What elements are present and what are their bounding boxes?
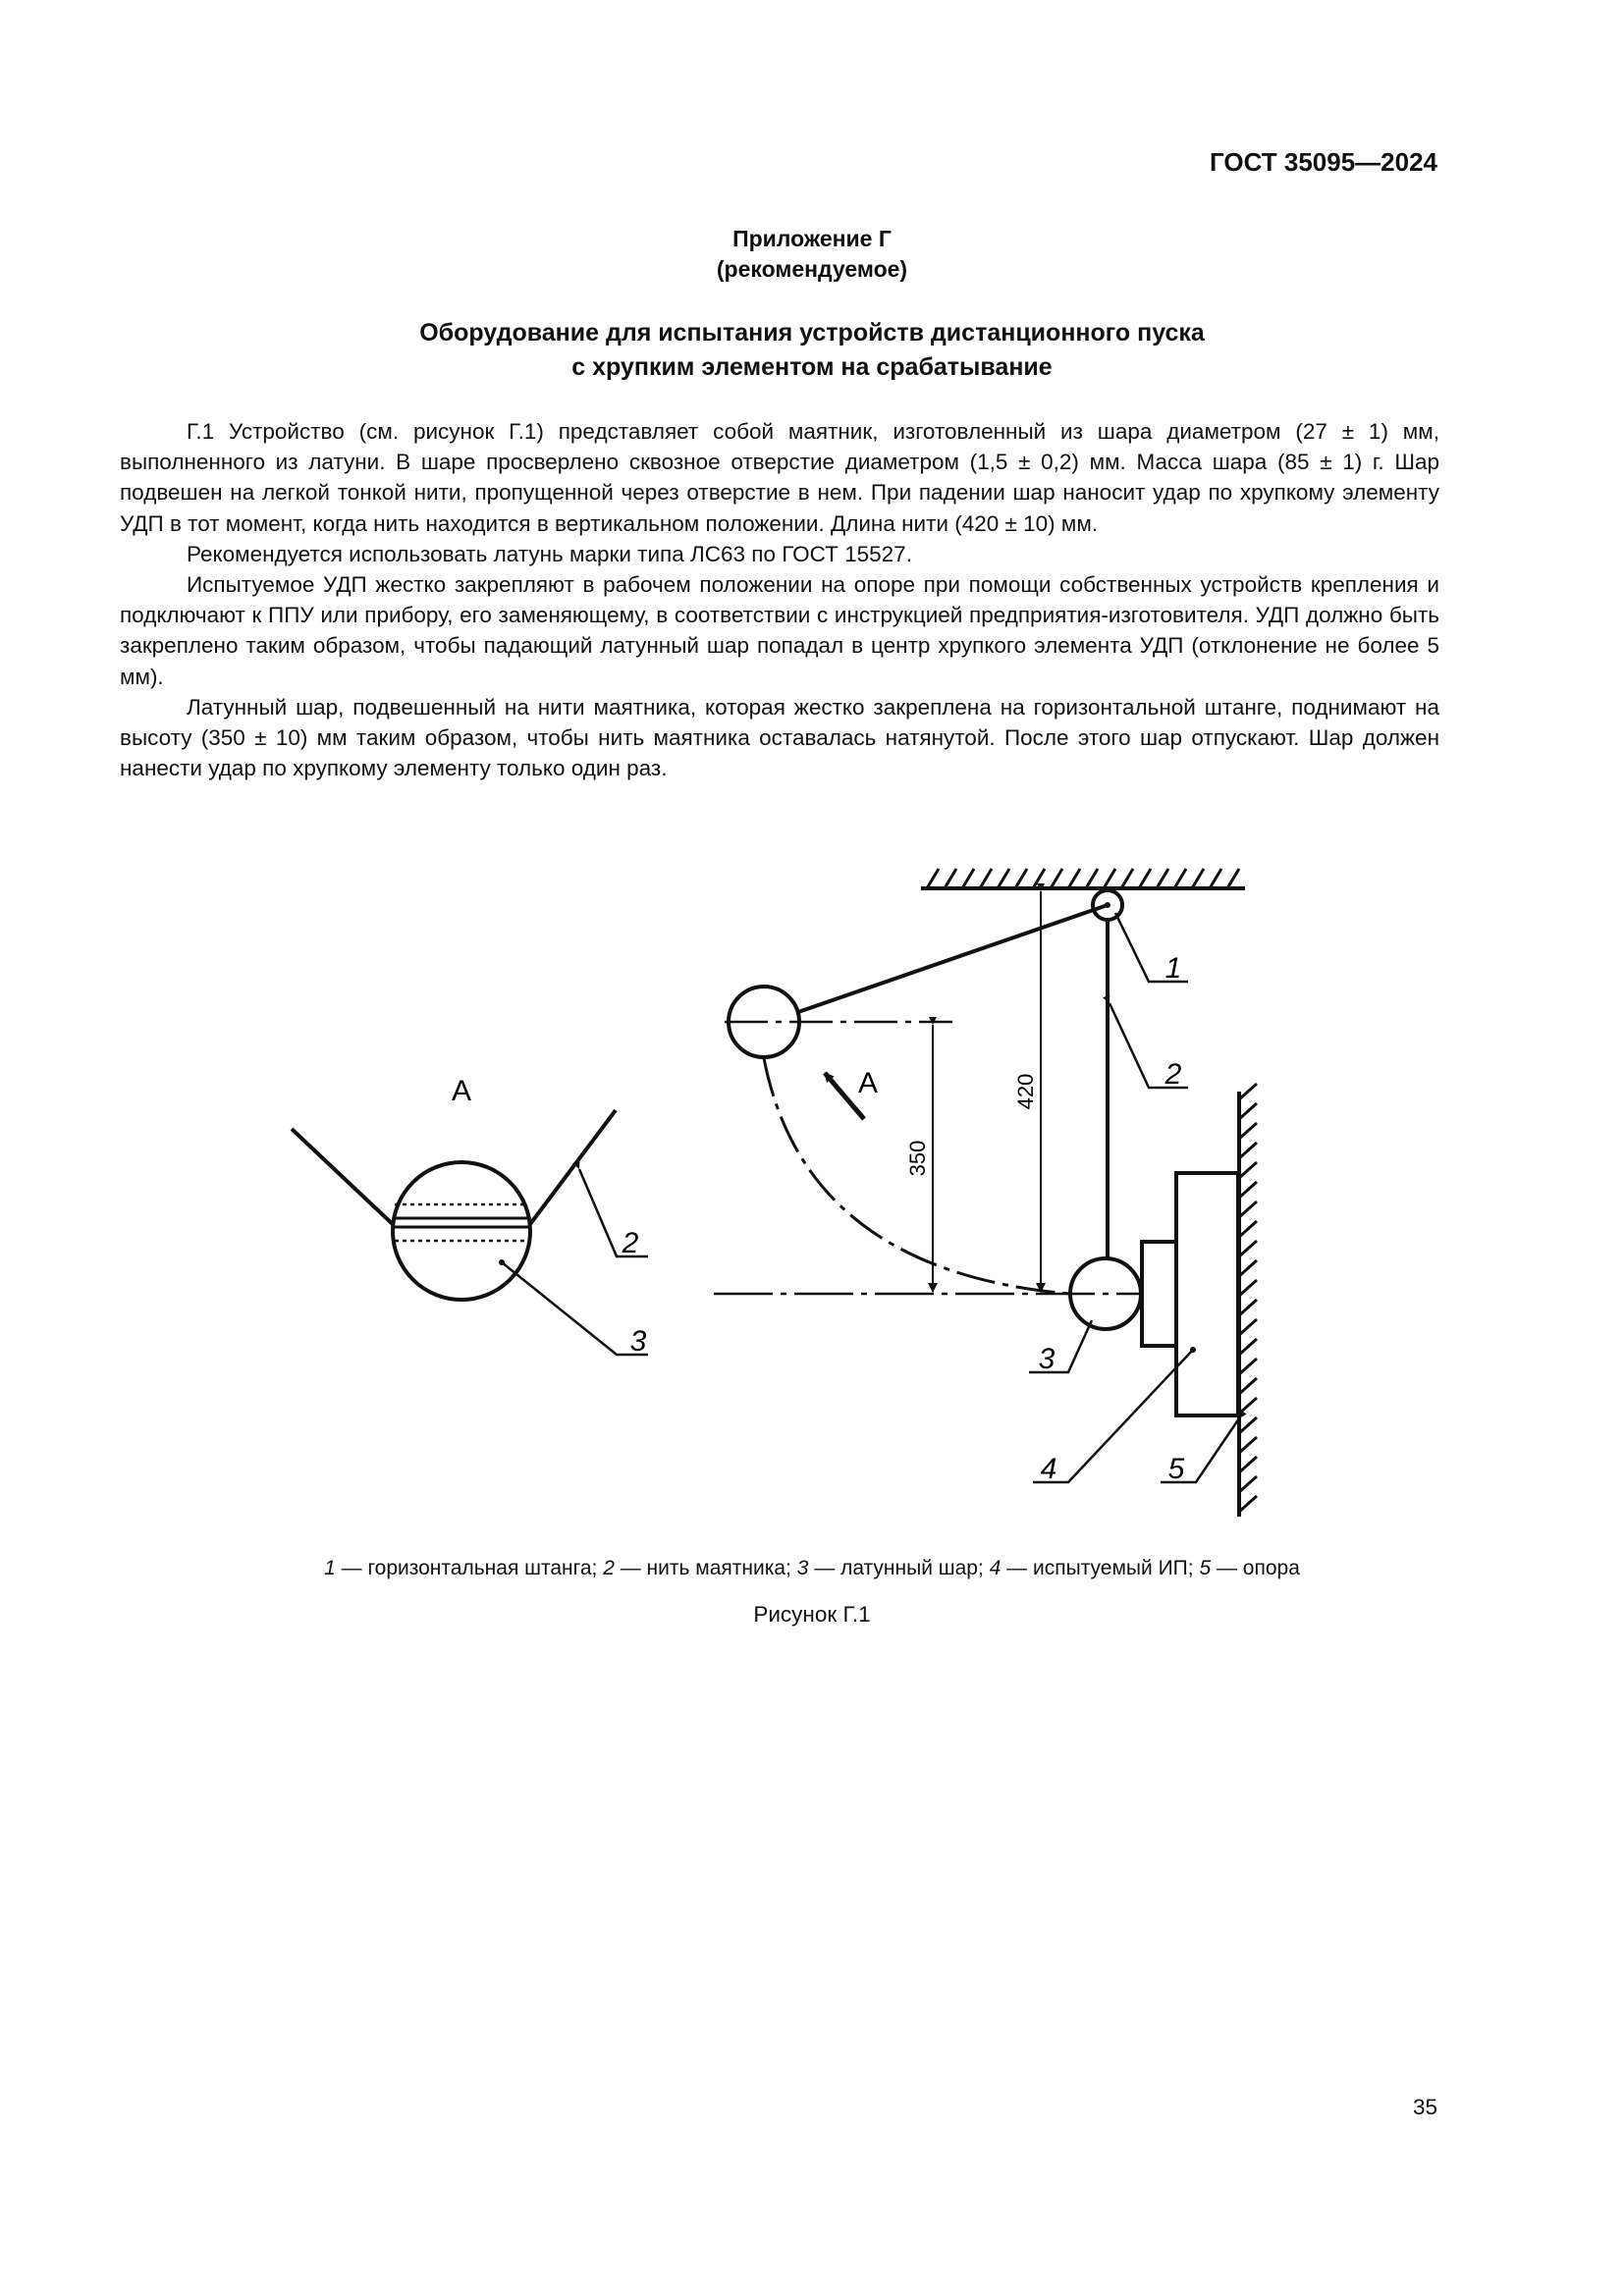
detail-leader-3 [502, 1262, 648, 1355]
section-title-line2: с хрупким элементом на срабатывание [571, 353, 1053, 381]
legend-num: 4 [989, 1557, 1001, 1579]
ceiling-hatching [927, 869, 1239, 888]
legend-num: 1 [324, 1557, 336, 1579]
figure-legend [0, 1557, 1624, 1580]
wall-hatching [1239, 1084, 1257, 1512]
paragraph: Испытуемое УДП жестко закрепляют в рабочем положении на опоре при помощи собственных устройств крепления и подключают к ППУ или прибору, его заменяющему, в соответствии с инструкцией предприятия-изготовителя. УДП должно быть закреплено таким образом, чтобы падающий латунный шар попадал в центр хрупкого элемента УДП (отклонение не более 5 мм). [120, 572, 1439, 689]
tested-device-front [1142, 1242, 1176, 1346]
arrow-a-label: А [857, 1067, 879, 1099]
legend-num: 3 [796, 1557, 809, 1579]
paragraph: Латунный шар, подвешенный на нити маятника, которая жестко закреплена на горизонтальной штанге, поднимают на высоту (350 ± 10) мм таким образом, чтобы нить маятника оставалась натянутой. После этого шар отпускают. Шар должен нанести удар по хрупкому элементу только один раз. [120, 694, 1439, 781]
detail-thread-left [292, 1129, 396, 1227]
callout-1: 1 [1164, 952, 1182, 985]
section-title [0, 316, 1624, 385]
detail-thread-right [527, 1110, 616, 1228]
annex-label: Приложение Г [732, 226, 892, 251]
legend-text: — нить маятника; [614, 1557, 797, 1579]
callout-2: 2 [1164, 1058, 1182, 1091]
legend-text: — латунный шар; [808, 1557, 990, 1579]
figure-g1-drawing [0, 825, 1624, 1541]
dimension-350-label: 350 [905, 1140, 930, 1177]
paragraph: Рекомендуется использовать латунь марки типа ЛС63 по ГОСТ 15527. [187, 541, 912, 566]
body-text [120, 416, 1439, 783]
view-a-label: А [451, 1075, 472, 1107]
legend-text: — горизонтальная штанга; [335, 1557, 604, 1579]
page-number: 35 [1412, 2095, 1437, 2119]
legend-num: 5 [1199, 1557, 1212, 1579]
figure-title: Рисунок Г.1 [753, 1602, 871, 1627]
standard-code: ГОСТ 35095—2024 [1210, 147, 1437, 177]
detail-ball [393, 1162, 530, 1300]
legend-num: 2 [603, 1557, 615, 1579]
tested-device-body [1176, 1173, 1238, 1415]
raised-thread [798, 905, 1108, 1012]
callout-4: 4 [1040, 1453, 1057, 1485]
callout-5: 5 [1167, 1453, 1185, 1485]
detail-callout-3: 3 [629, 1325, 647, 1358]
detail-callout-2: 2 [622, 1227, 639, 1259]
annex-heading [0, 224, 1624, 285]
paragraph: Г.1 Устройство (см. рисунок Г.1) представляет собой маятник, изготовленный из шара диаметром (27 ± 1) мм, выполненного из латуни. В шаре просверлено сквозное отверстие диаметром (1,5 ± 0,2) мм. Масса шара (85 ± 1) г. Шар подвешен на легкой тонкой нити, пропущенной через отверстие в нем. При падении шар наносит удар по хрупкому элементу УДП в тот момент, когда нить находится в вертикальном положении. Длина нити (420 ± 10) мм. [120, 419, 1439, 536]
legend-text: — испытуемый ИП; [1001, 1557, 1200, 1579]
pendulum-main-view [714, 869, 1257, 1517]
dimension-420-label: 420 [1013, 1073, 1038, 1110]
detail-view-a [292, 1075, 648, 1358]
annex-type: (рекомендуемое) [716, 256, 908, 282]
callout-3: 3 [1038, 1343, 1056, 1375]
legend-text: — опора [1211, 1557, 1300, 1579]
section-title-line1: Оборудование для испытания устройств дистанционного пуска [419, 319, 1205, 347]
